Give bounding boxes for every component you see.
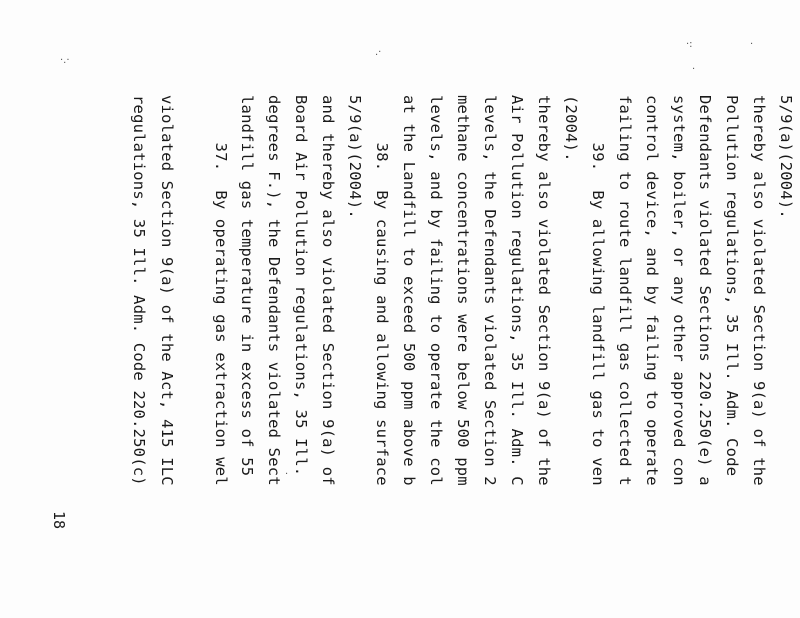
text-line: Defendants violated Sections 220.250(e) a (696, 95, 714, 486)
text-line: 5/9(a)(2004). (346, 95, 364, 219)
text-line: levels, the Defendants violated Section 2 (481, 95, 499, 486)
text-line: 5/9(a)(2004). (777, 95, 795, 219)
text-line: 37. By operating gas extraction wel (212, 95, 230, 486)
text-line: 39. By allowing landfill gas to ven (589, 95, 607, 486)
scan-speck: . (692, 61, 696, 72)
text-line: system, boiler, or any other approved con (670, 95, 688, 486)
scan-speck: · (750, 39, 754, 50)
text-line: Pollution regulations, 35 Ill. Adm. Code (723, 95, 741, 477)
text-line: degrees F.), the Defendants violated Sect (265, 95, 283, 486)
text-line: failing to route landfill gas collected t (616, 95, 634, 486)
text-line: Air Pollution regulations, 35 Ill. Adm. C (508, 95, 526, 486)
text-line: violated Section 9(a) of the Act, 415 ILC (158, 95, 176, 486)
scan-speck: ·: (686, 39, 693, 50)
page-number: 18 (50, 511, 68, 530)
text-line: Board Air Pollution regulations, 35 Ill. (292, 95, 310, 477)
text-line: (2004). (562, 95, 580, 162)
text-line: levels, and by failing to operate the col (427, 95, 445, 486)
text-line: control device, and by failing to operate (643, 95, 661, 486)
scan-speck: · (285, 469, 289, 480)
scan-speck: .· (375, 47, 382, 58)
text-line: thereby also violated Section 9(a) of the (750, 95, 768, 486)
scan-speck: ·.· (60, 55, 70, 66)
text-line: methane concentrations were below 500 ppm (454, 95, 472, 486)
text-line: regulations, 35 Ill. Adm. Code 220.250(c) (130, 95, 148, 486)
text-line: 38. By causing and allowing surface (373, 95, 391, 486)
text-line: thereby also violated Section 9(a) of the (535, 95, 553, 486)
text-line: at the Landfill to exceed 500 ppm above b (400, 95, 418, 486)
text-line: and thereby also violated Section 9(a) of (319, 95, 337, 486)
text-line: landfill gas temperature in excess of 55 (238, 95, 256, 477)
